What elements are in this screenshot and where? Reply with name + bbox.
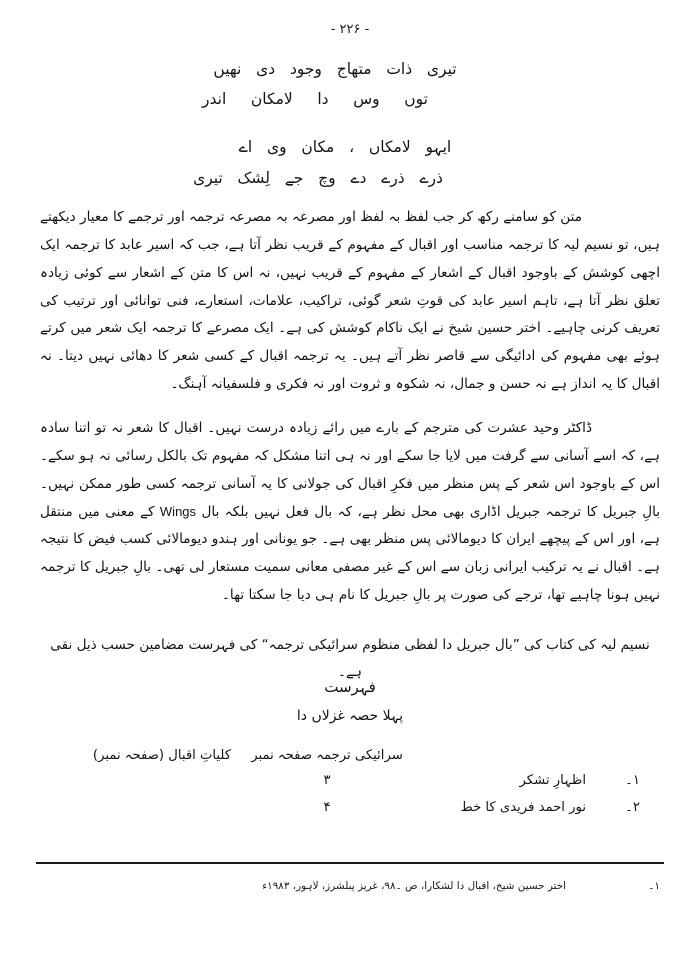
row-number: ۲۔ — [625, 800, 640, 815]
footnote-text: اختر حسین شیخ، اقبال دا لشکارا، ص ۔۹۸، غریز پبلشرز، لاہور، ۱۹۸۳ء — [262, 880, 566, 892]
verse-block — [0, 54, 700, 211]
fehrist-subheading: پہلا حصہ غزلاں دا — [296, 708, 404, 724]
row-title: نور احمد فریدی کا خط — [460, 800, 586, 815]
footnote-divider — [36, 862, 664, 864]
couplet-2 — [0, 132, 700, 192]
verse-line: توں وس دا لامکان اندر — [202, 90, 428, 109]
paragraph-segment: کے معنی میں منتقل ہے، اور اس کے پیچھے ایران کا دیومالائی پس منظر بھی ہے۔ جو یونانی اور ہندو دیومالائی کسب فیض کا نتیجہ ہے۔ اقبال نے یہ ترکیب ایرانی زبان سے اس کے غیر مصفی معانی سمیت مستعار لی تھی۔ بالِ جبریل کا ترجمہ نہیں ہونا چاہیے تھا، ترجے کی صورت پر بالِ جبریل کا نام ہی دیا جا سکتا تھا۔ — [40, 503, 660, 604]
fehrist-heading: فہرست — [324, 678, 376, 696]
verse-line: ایہو لامکاں ، مکان وی اے — [238, 138, 452, 157]
row-title: اظہارِ تشکر — [519, 773, 586, 788]
latin-term: Wings — [159, 503, 197, 519]
row-number: ۱۔ — [625, 773, 640, 788]
verse-line: تیری ذات متھاج وجود دی نھیں — [213, 60, 457, 78]
contents-header-row — [50, 748, 640, 763]
column-header-kulliyat: کلیاتِ اقبال (صفحہ نمبر) — [92, 748, 232, 763]
page-number: - ۲۲۶ - — [330, 22, 370, 37]
index-intro-line: نسیم لیہ کی کتاب کی ”بال جبریل دا لفظی منظوم سرائیکی ترجمہ“ کی فہرست مضامین حسب ذیل نقی ہے۔ — [50, 637, 650, 681]
footnote-marker: ۱۔ — [648, 880, 660, 892]
paragraph-segment: ڈاکٹر وحید عشرت کی مترجم کے بارے میں رائے زیادہ درست نہیں۔ اقبال کا شعر نہ تو اتنا سادہ ہے، کہ اسے آسانی سے گرفت میں لایا جا سکے اور نہ ہی اتنا مشکل کہ مفہوم تک بالکل رسائی نہ ہو سکے۔ اس کے باوجود اس شعر کے پس منظر میں فکرِ اقبال کی جولانی کا یہ آسانی ترجمہ کسی طور ممکن نہیں۔ بالِ جبریل کا ترجمہ جبریل اڈاری بھی محل نظر ہے، کہ بال فعل نہیں بلکہ بال — [40, 420, 660, 520]
row-page-saraiki: ۴ — [323, 800, 331, 815]
verse-line: ذرے ذرے دے وچ جے لِشک تیری — [193, 168, 443, 187]
table-row — [50, 773, 640, 788]
body-text — [40, 204, 660, 626]
table-row — [50, 800, 640, 815]
row-page-saraiki: ۳ — [323, 773, 331, 788]
couplet-1 — [0, 54, 700, 114]
column-header-saraiki: سرائیکی ترجمہ صفحہ نمبر — [251, 748, 403, 763]
contents-table — [50, 748, 640, 827]
paragraph: متن کو سامنے رکھ کر جب لفظ بہ لفظ اور مصرعہ بہ مصرعہ ترجمہ اور ترجمے کا معیار دیکھتے ہیں، تو نسیم لیہ کا ترجمہ مناسب اور اقبال کے مفہوم کے قریب نظر آتا ہے، جب کہ اسیر عابد کا ترجمہ ایک اچھی کوشش کے باوجود اقبال کے اشعار کے مفہوم کے قریب نہیں، نہ اس کا متن کے اشعار سے کوئی زیادہ تعلق نظر آتا ہے، تاہم اسیر عابد کی قوتِ شعر گوئی، تراکیب، علامات، استعارے، فنی توانائی اور ترتیب کی تعریف کرنی چاہیے۔ اختر حسین شیخ نے ایک ناکام کوشش کی ہے۔ ایک مصرعے کا ترجمہ ایک شعر میں کرتے ہوئے بھی مفہوم کی ادائیگی سے قاصر نظر آتے ہیں۔ یہ ترجمہ اقبال کے کسی شعر کا دھائی نہیں دیتا۔ نہ اقبال کا یہ انداز ہے نہ حسن و جمال، نہ شکوہ و ثروت اور نہ فکری و فلسفیانہ آہنگ۔ — [40, 209, 660, 393]
paragraph — [40, 415, 660, 610]
footnote — [40, 878, 660, 896]
